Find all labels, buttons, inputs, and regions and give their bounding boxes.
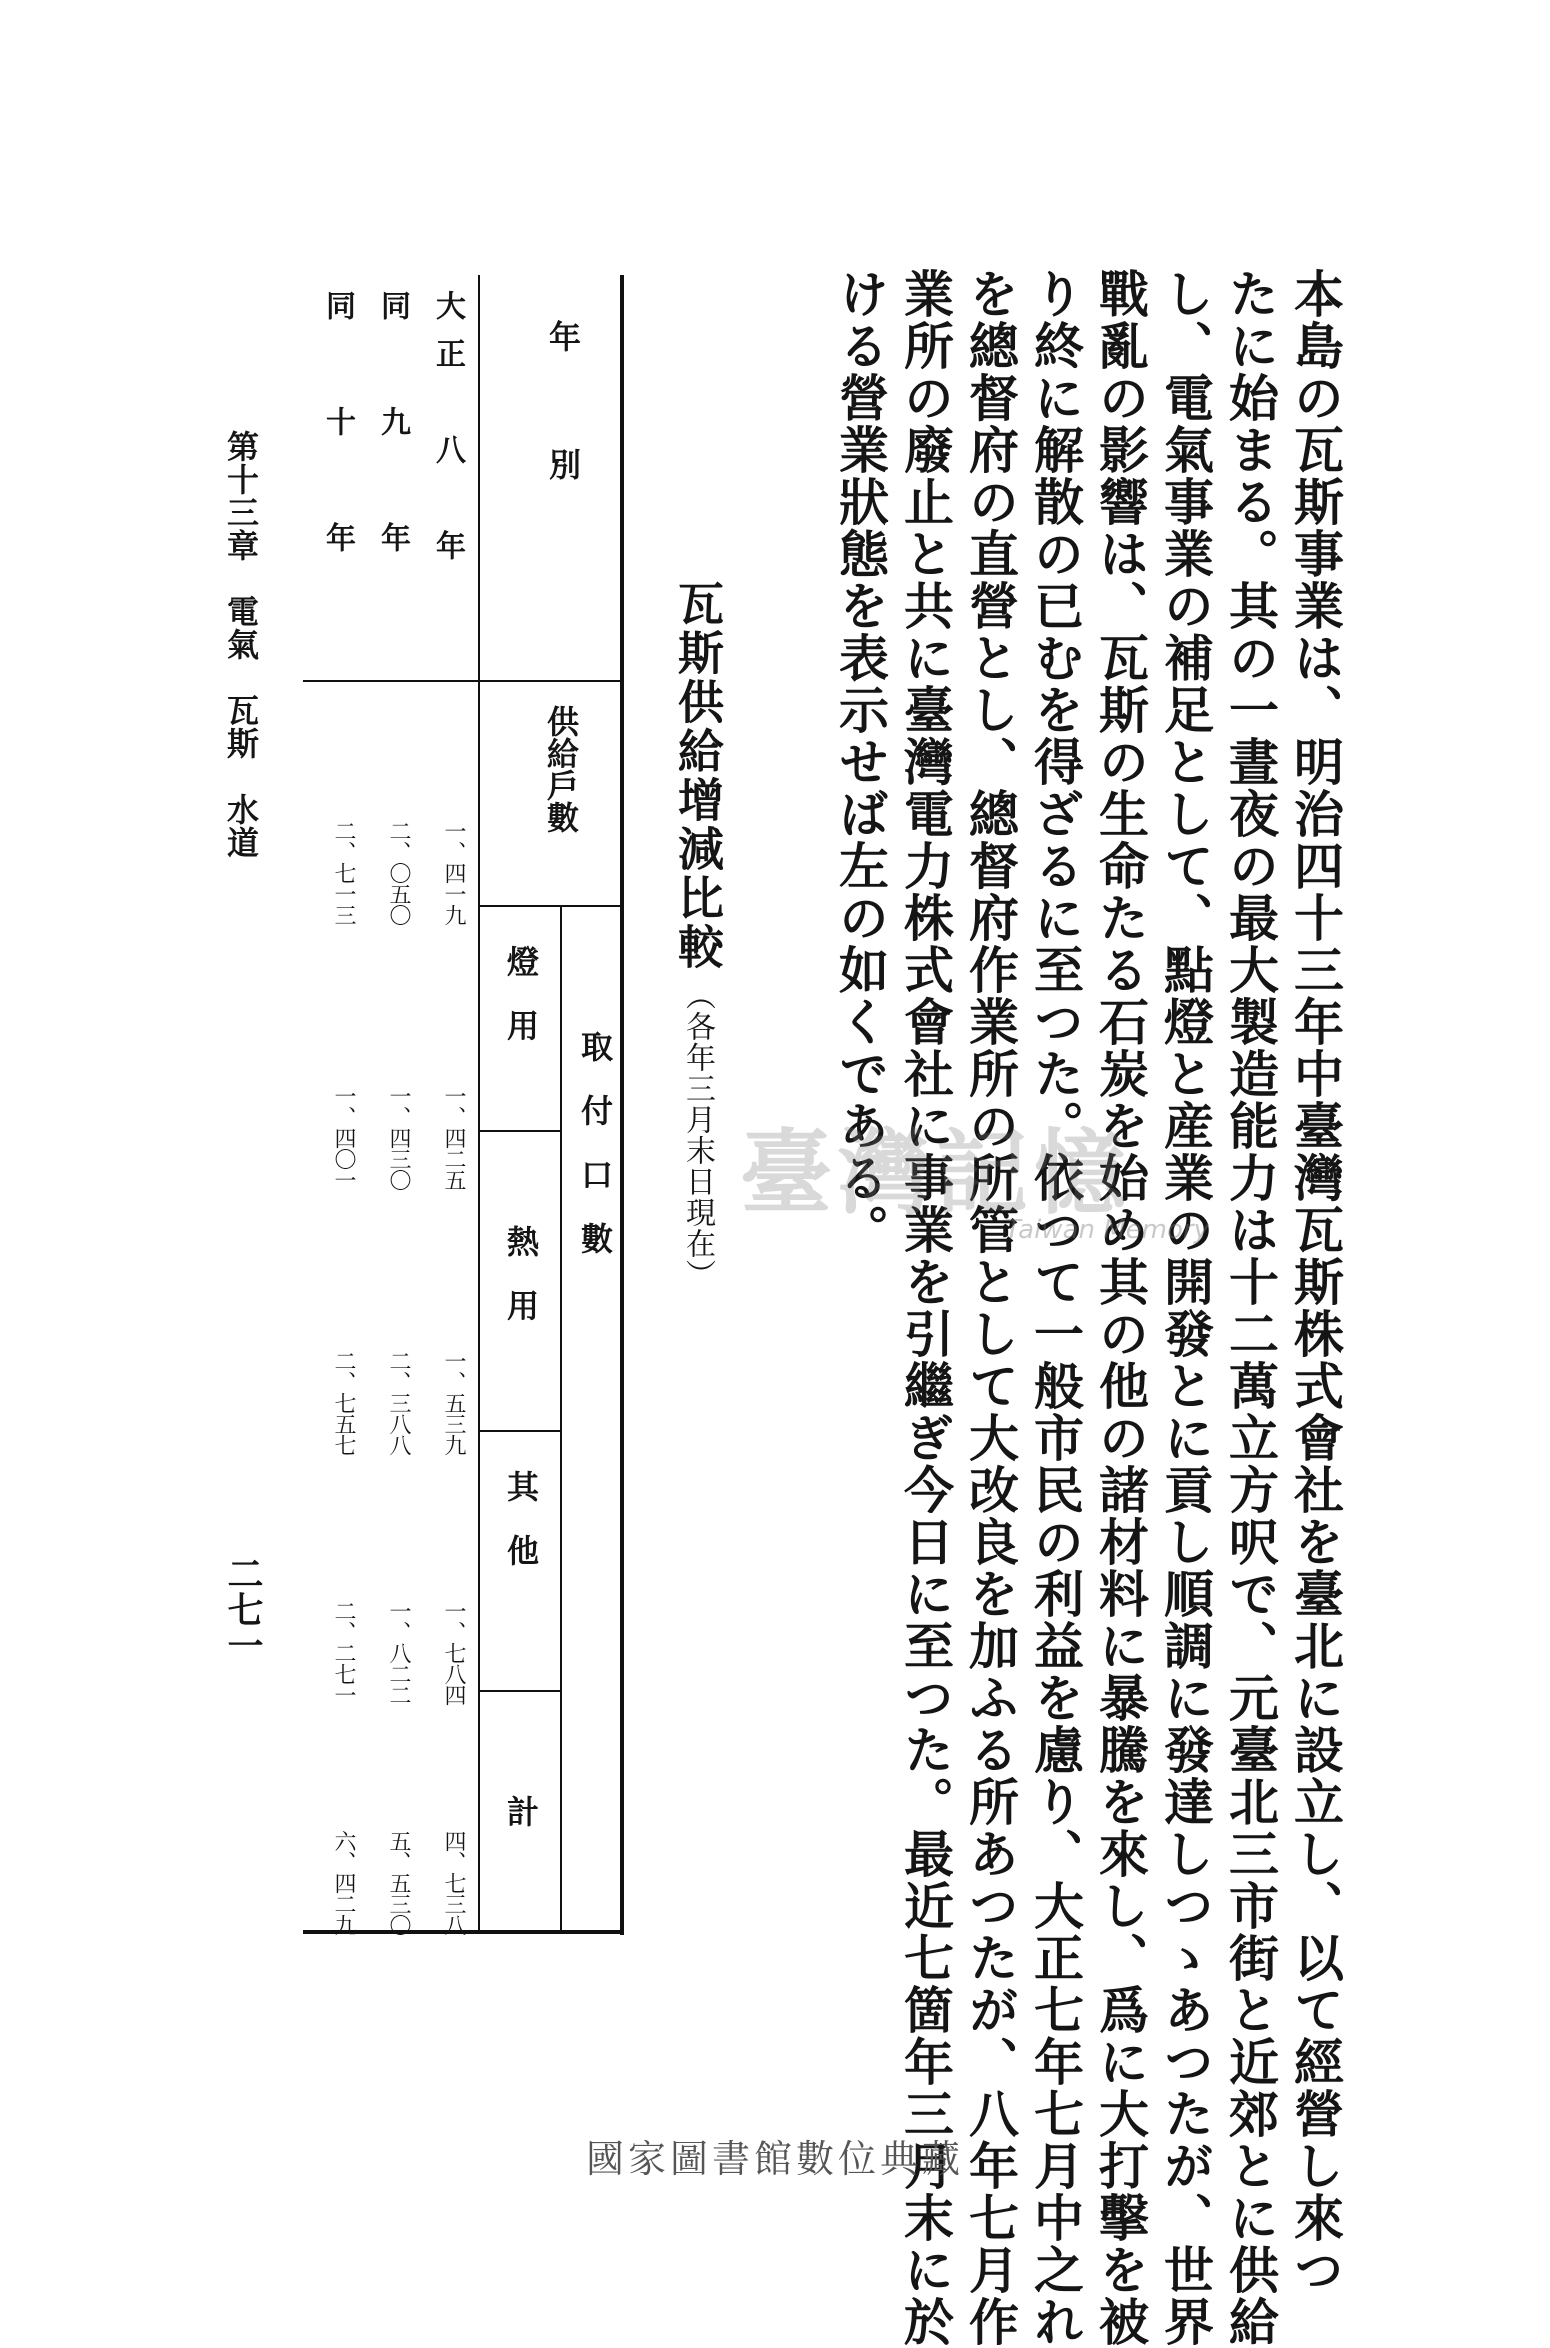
taiwan-memory-watermark-en: Taiwan Memory: [1005, 1215, 1209, 1245]
header-outlets: 取 付 口 數: [576, 1030, 614, 1254]
body-line-6: を總督府の直營とし、總督府作業所の所管として大改良を加ふる所あつたが、八年七月作: [961, 268, 1020, 2348]
header-other: 其 他: [502, 1470, 540, 1566]
header-lighting: 燈 用: [502, 945, 540, 1041]
body-line-3: し、電氣事業の補足として、點燈と産業の開發とに貢し順調に發達しつゝあつたが、世界: [1156, 268, 1215, 2348]
row-1-total: 四、七三八: [441, 1830, 466, 1935]
subheader-divider: [560, 905, 562, 1933]
row-3-households: 二、七一三: [331, 820, 356, 925]
sep-year-households: [303, 680, 623, 682]
row-3-heating: 二、七五七: [331, 1350, 356, 1455]
body-line-1: 本島の瓦斯事業は、明治四十三年中臺灣瓦斯株式會社を臺北に設立し、以て經營し來つ: [1286, 268, 1345, 2296]
row-year-2: 同 九 年: [375, 290, 410, 580]
body-line-8: ける營業狀態を表示せば左の如くである。: [831, 268, 890, 1256]
chapter-running-head: 第十三章 電氣 瓦斯 水道: [222, 430, 260, 859]
body-line-7: 業所の廢止と共に臺灣電力株式會社に事業を引繼ぎ今日に至つた。最近七箇年三月末に於: [896, 268, 955, 2348]
sep-other-total: [478, 1690, 562, 1692]
taiwan-memory-watermark: 臺灣記憶: [740, 1119, 1133, 1227]
row-1-lighting: 一、四二五: [441, 1085, 466, 1190]
body-line-5: り終に解散の已むを得ざるに至つた。依つて一般市民の利益を慮り、大正七年七月中之れ: [1026, 268, 1085, 2348]
row-3-total: 六、四二九: [331, 1830, 356, 1935]
header-households: 供給戶數: [542, 705, 580, 833]
sep-heating-other: [478, 1430, 562, 1432]
row-2-lighting: 一、四三〇: [386, 1085, 411, 1190]
header-heating: 熱 用: [502, 1225, 540, 1321]
table-right-rule: [620, 275, 624, 1935]
body-line-4: 戰亂の影響は、瓦斯の生命たる石炭を始め其の他の諸材料に暴騰を來し、爲に大打擊を被: [1091, 268, 1150, 2348]
row-2-heating: 二、三八八: [386, 1350, 411, 1455]
row-year-3: 同 十 年: [320, 290, 355, 580]
header-divider: [478, 275, 480, 1933]
row-1-heating: 一、五三九: [441, 1350, 466, 1455]
row-year-1: 大正 八 年: [430, 290, 465, 578]
row-1-other: 一、七八四: [441, 1600, 466, 1705]
sep-households-outlets: [478, 905, 623, 907]
row-3-lighting: 一、四〇一: [331, 1085, 356, 1190]
row-2-other: 一、八二二: [386, 1600, 411, 1705]
body-line-2: たに始まる。其の一晝夜の最大製造能力は十二萬立方呎で、元臺北三市街と近郊とに供給: [1221, 268, 1280, 2348]
table-title: 瓦斯供給增減比較: [671, 580, 725, 972]
sep-lighting-heating: [478, 1130, 562, 1132]
row-1-households: 一、四一九: [441, 820, 466, 925]
table-subtitle: （各年三月末日現在）: [680, 980, 715, 1290]
library-footer: 國家圖書館數位典藏: [585, 2137, 964, 2181]
header-total: 計: [502, 1795, 540, 1827]
page-number: 二七一: [222, 1555, 264, 1663]
row-2-total: 五、五三〇: [386, 1830, 411, 1935]
row-2-households: 二、〇五〇: [386, 820, 411, 925]
header-year: 年 別: [544, 320, 582, 480]
row-3-other: 二、二七一: [331, 1600, 356, 1705]
